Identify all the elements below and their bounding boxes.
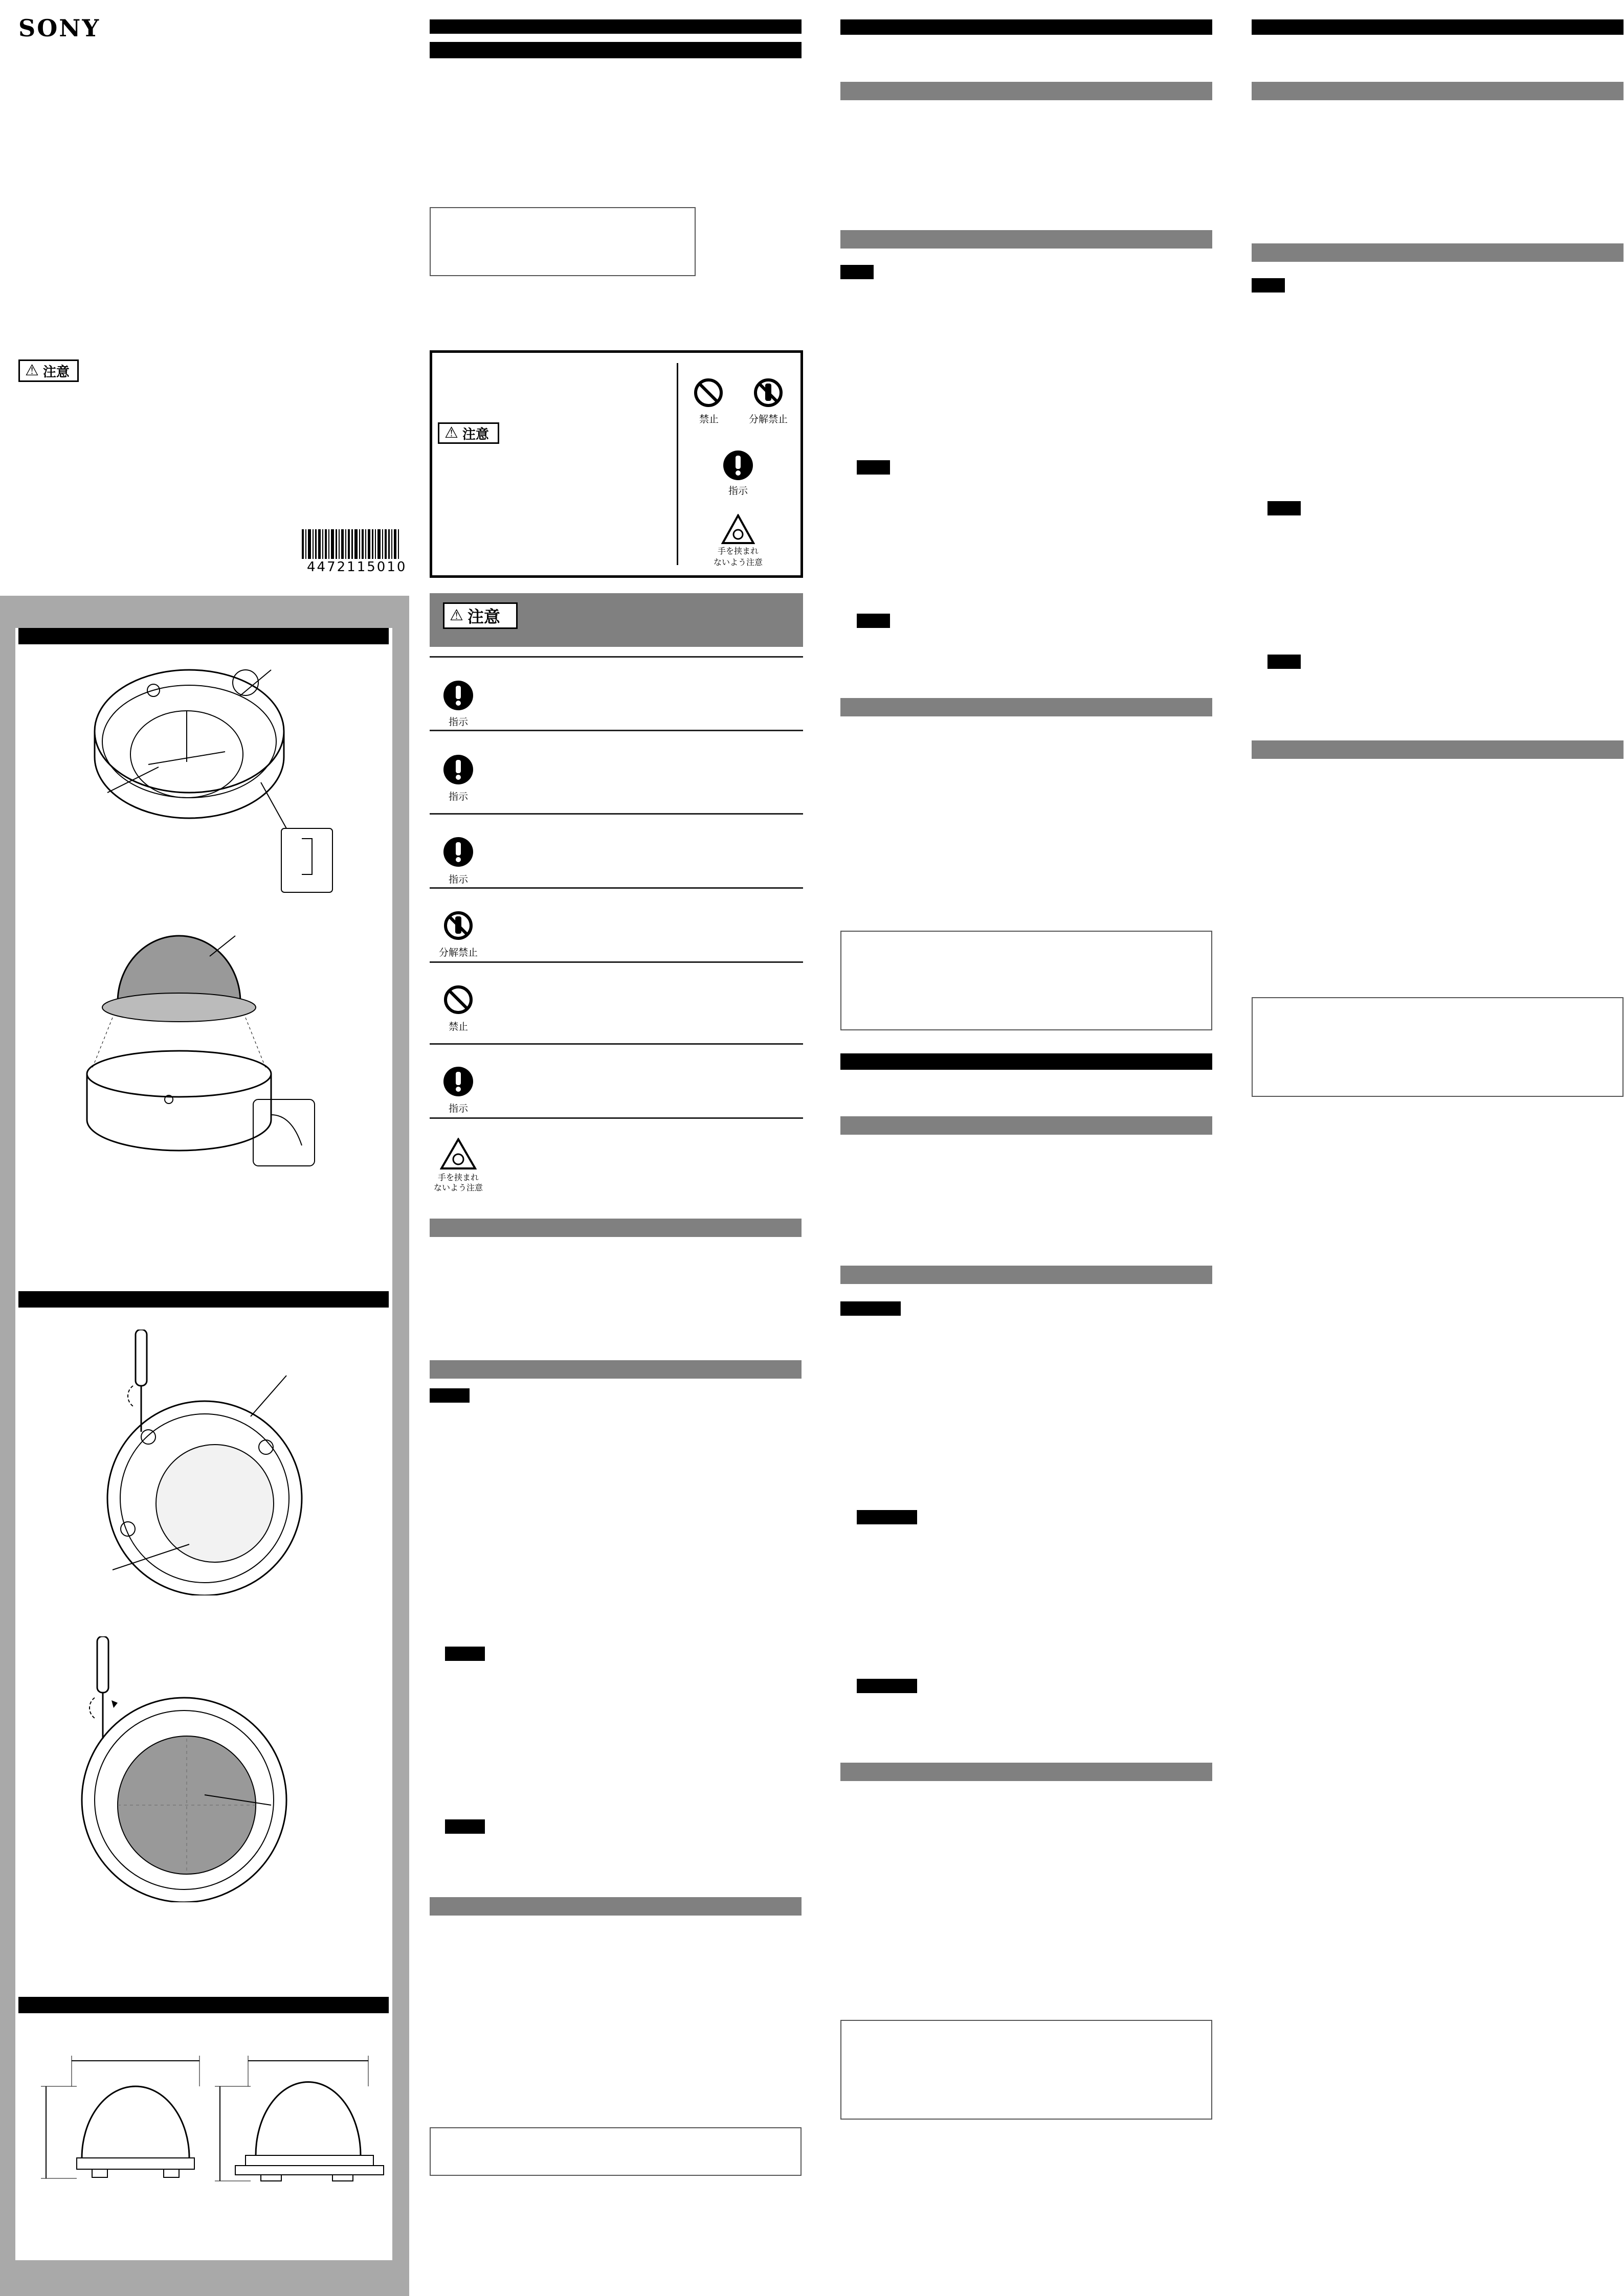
section-bar: [430, 1219, 802, 1237]
legend-divider: [677, 363, 678, 565]
pinch-warning-icon: [440, 1138, 477, 1170]
note-tag: [1252, 278, 1285, 292]
divider: [430, 730, 803, 731]
section-bar: [1252, 243, 1623, 262]
section-bar: [840, 230, 1212, 249]
section-bar: [840, 1266, 1212, 1284]
dome-dimension-drawing-1: [36, 2056, 210, 2189]
caution-triangle-icon: ⚠: [450, 606, 463, 624]
no-disassembly-icon: [443, 910, 474, 941]
note-tag: [857, 614, 890, 628]
note-tag: [1267, 501, 1301, 515]
caution-item-2-label: 指示: [448, 791, 468, 802]
section-bar: [840, 82, 1212, 100]
pinch-warning-icon: [721, 514, 755, 545]
legend-caution-badge: [438, 422, 499, 444]
caution-item-5-label: 禁止: [448, 1021, 468, 1032]
screwdriver-illustration-3: [97, 1330, 332, 1595]
title-bar-top: [430, 19, 802, 34]
section-bar: [840, 1116, 1212, 1135]
note-tag: [840, 265, 874, 279]
prohibited-label: 禁止: [699, 414, 719, 425]
instruction-label: 指示: [728, 485, 748, 497]
caution-item-4-label: 分解禁止: [438, 947, 478, 958]
note-box-2: [430, 2127, 802, 2176]
section-bar-3: [18, 1997, 389, 2013]
section-bar: [1252, 82, 1623, 100]
caution-header-badge: [443, 602, 518, 629]
caution-badge: [18, 359, 79, 382]
note-box-4: [840, 2020, 1212, 2120]
note-tag: [445, 1819, 485, 1834]
barcode-number: 4472115010: [307, 559, 407, 575]
note-tag: [857, 460, 890, 475]
note-tag: [1267, 655, 1301, 669]
divider: [430, 1117, 803, 1119]
section-bar-black: [840, 1053, 1212, 1070]
note-tag-wide: [857, 1510, 917, 1524]
section-bar: [430, 1360, 802, 1379]
caution-item-7-label-1: 手を挟まれ: [437, 1173, 479, 1182]
divider: [430, 656, 803, 658]
section-bar: [840, 698, 1212, 716]
caution-item-1-label: 指示: [448, 716, 468, 728]
barcode: [302, 529, 401, 559]
title-bar-second: [430, 42, 802, 58]
caution-item-3-label: 指示: [448, 874, 468, 885]
section-bar-black: [840, 19, 1212, 35]
dome-dimension-drawing-2: [215, 2056, 389, 2189]
prohibited-icon: [693, 377, 724, 408]
legend-caution-label: 注意: [462, 426, 489, 442]
section-bar-2: [18, 1291, 389, 1308]
divider: [430, 961, 803, 963]
divider: [430, 813, 803, 815]
housing-illustration-1: [92, 660, 358, 900]
no-disassembly-label: 分解禁止: [748, 414, 788, 425]
caution-triangle-icon: ⚠: [25, 362, 39, 379]
instruction-icon: [443, 837, 474, 867]
note-box-3: [840, 931, 1212, 1030]
instruction-icon: [723, 450, 753, 481]
caution-item-7-label-2: ないよう注意: [433, 1183, 483, 1192]
dome-illustration-2: [77, 920, 343, 1186]
section-bar-black: [1252, 19, 1623, 35]
section-bar: [430, 1897, 802, 1916]
divider: [430, 1043, 803, 1045]
instruction-icon: [443, 1066, 474, 1097]
caution-label: 注意: [42, 364, 70, 380]
caution-item-6-label: 指示: [448, 1103, 468, 1114]
pinch-warning-label-1: 手を挟まれ: [717, 546, 759, 556]
sony-logo: SONY: [18, 14, 101, 42]
instruction-icon: [443, 754, 474, 785]
divider: [430, 887, 803, 889]
note-tag-wide: [840, 1301, 901, 1316]
section-bar: [840, 1763, 1212, 1781]
pinch-warning-label-2: ないよう注意: [713, 557, 763, 567]
no-disassembly-icon: [753, 377, 784, 408]
prohibited-icon: [443, 984, 474, 1015]
instruction-icon: [443, 680, 474, 711]
note-tag: [445, 1647, 485, 1661]
section-bar: [1252, 740, 1623, 759]
caution-triangle-icon: ⚠: [444, 424, 458, 442]
caution-header-label: 注意: [467, 607, 500, 626]
note-box-5: [1252, 997, 1623, 1097]
note-tag: [430, 1388, 470, 1403]
note-tag-wide: [857, 1679, 917, 1693]
section-bar-1: [18, 628, 389, 644]
screwdriver-illustration-4: [66, 1636, 322, 1902]
note-box-1: [430, 207, 696, 276]
